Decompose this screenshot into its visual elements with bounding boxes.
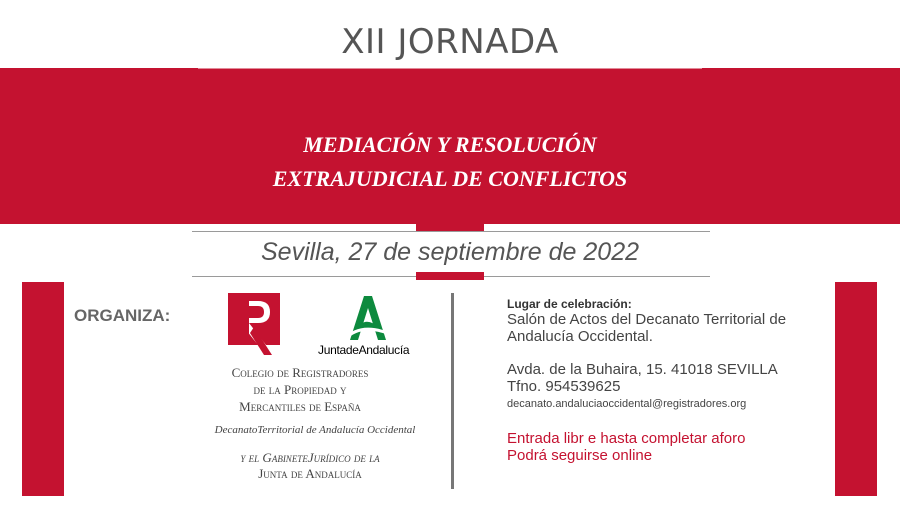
venue-label: Lugar de celebración: <box>507 297 632 311</box>
venue-name-line2: Andalucía Occidental. <box>507 328 653 345</box>
online-note: Podrá seguirse online <box>507 447 653 464</box>
venue-email: decanato.andaluciaoccidental@registradores.org <box>507 398 747 410</box>
colegio-line3: Mercantiles de España <box>239 399 361 414</box>
event-date: Sevilla, 27 de septiembre de 2022 <box>260 238 640 266</box>
gabinete-line2: Junta de Andalucía <box>258 466 362 481</box>
banner-top-line <box>198 68 702 69</box>
registradores-logo <box>228 293 280 355</box>
junta-logo-wordmark: JuntadeAndalucía <box>318 343 410 357</box>
colegio-registradores-text <box>210 364 390 415</box>
venue-name-line1: Salón de Actos del Decanato Territorial de <box>507 311 787 328</box>
event-title-line1: MEDIACIÓN Y RESOLUCIÓN <box>303 132 597 157</box>
vertical-divider <box>451 293 454 489</box>
date-top-rule <box>192 231 710 232</box>
right-accent-bar <box>835 282 877 496</box>
organiza-label: ORGANIZA: <box>74 306 171 325</box>
gabinete-juridico-text <box>210 450 410 482</box>
left-accent-bar <box>22 282 64 496</box>
date-bottom-red-tab <box>416 272 484 280</box>
venue-phone: Tfno. 954539625 <box>507 378 621 395</box>
entry-note: Entrada libr e hasta completar aforo <box>507 430 746 447</box>
junta-andalucia-logo <box>340 294 396 340</box>
event-title <box>0 128 900 196</box>
venue-address: Avda. de la Buhaira, 15. 41018 SEVILLA <box>507 361 778 378</box>
decanato-text: DecanatoTerritorial de Andalucía Occidental <box>214 424 416 436</box>
colegio-line2: de la Propiedad y <box>253 382 347 397</box>
event-edition-title: XII JORNADA <box>341 22 559 62</box>
colegio-line1: Colegio de Registradores <box>231 365 369 380</box>
gabinete-line1: y el GabineteJurídico de la <box>240 450 380 465</box>
event-title-line2: EXTRAJUDICIAL DE CONFLICTOS <box>272 166 628 191</box>
